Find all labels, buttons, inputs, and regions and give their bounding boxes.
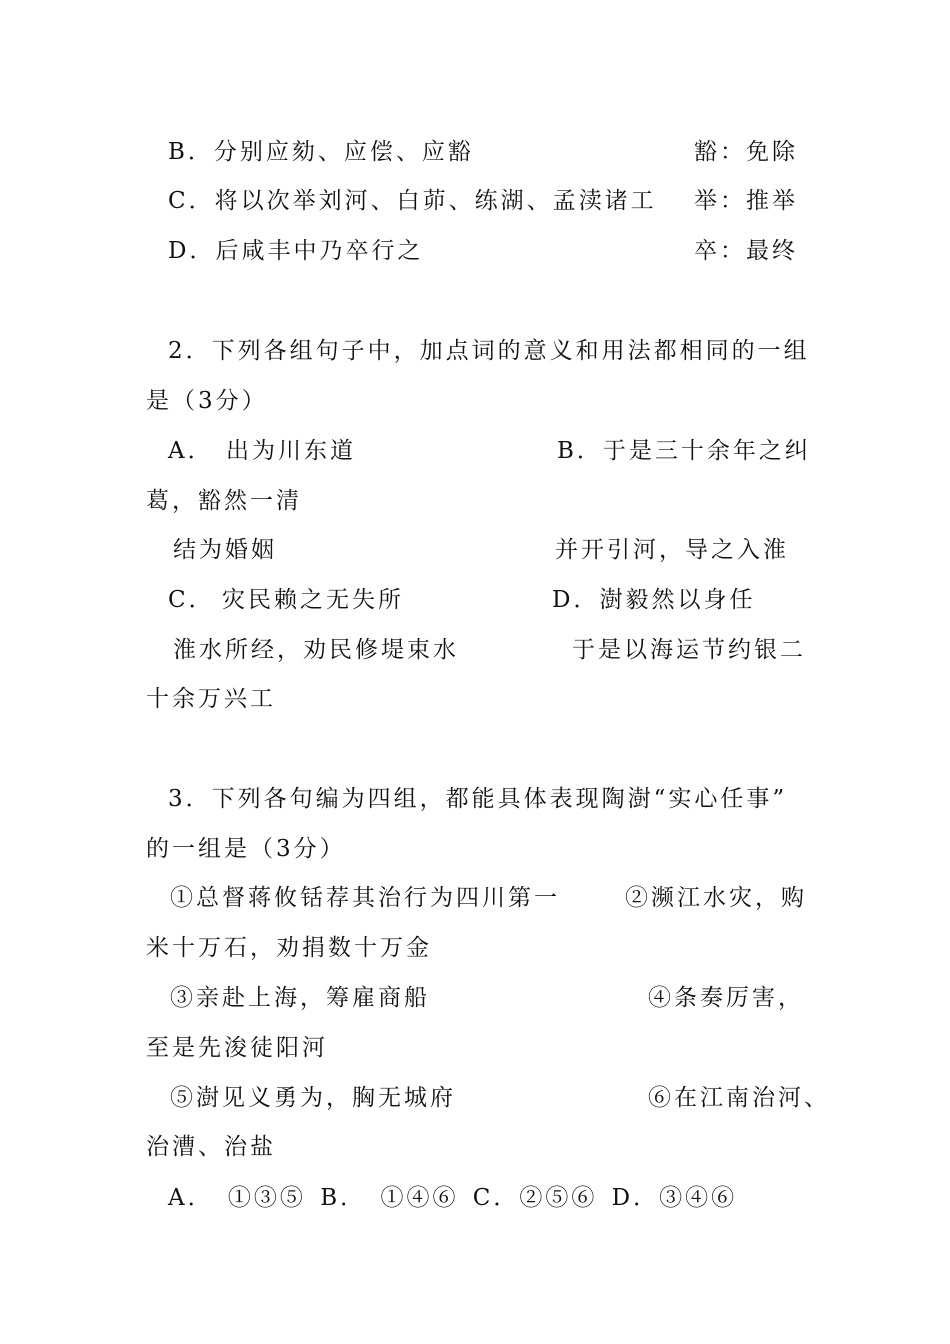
- q3-item-3: ③亲赴上海，筹雇商船: [170, 985, 430, 1011]
- q2-option-b-line1: B．于是三十余年之纠: [557, 438, 811, 464]
- q2-stem-line2: 是（3分）: [146, 388, 268, 414]
- q3-stem-line1: 3．下列各句编为四组，都能具体表现陶澍“实心任事”: [168, 786, 788, 812]
- q1-option-d-gloss: 卒：最终: [694, 238, 798, 264]
- q3-item-1: ①总督蒋攸铦荐其治行为四川第一: [170, 885, 560, 911]
- q3-item-2: ②濒江水灾，购: [625, 885, 807, 911]
- q3-answer-options: A． ①③⑤ B． ①④⑥ C．②⑤⑥ D．③④⑥: [168, 1185, 738, 1211]
- q2-stem-line1: 2．下列各组句子中，加点词的意义和用法都相同的一组: [168, 338, 810, 364]
- q2-option-d-line2: 于是以海运节约银二: [572, 637, 806, 663]
- q2-option-b-cont: 葛，豁然一清: [146, 488, 302, 514]
- q2-option-d-cont: 十余万兴工: [146, 686, 276, 712]
- q3-item-6-cont: 治漕、治盐: [146, 1134, 276, 1160]
- q3-stem-line2: 的一组是（3分）: [146, 836, 346, 862]
- q1-option-d: D．后咸丰中乃卒行之: [168, 238, 424, 264]
- q2-option-d-line1: D．澍毅然以身任: [552, 587, 756, 613]
- q3-item-5: ⑤澍见义勇为，胸无城府: [170, 1085, 456, 1111]
- q1-option-c: C．将以次举刘河、白茆、练湖、孟渎诸工: [168, 188, 657, 214]
- q2-option-c-line2: 淮水所经，劝民修堤束水: [173, 637, 459, 663]
- q2-option-c-label: C．: [168, 587, 215, 613]
- q2-option-a-line2: 结为婚姻: [173, 537, 277, 563]
- q3-item-4-cont: 至是先浚徒阳河: [146, 1035, 328, 1061]
- q1-option-c-gloss: 举：推举: [694, 188, 798, 214]
- q3-item-2-cont: 米十万石，劝捐数十万金: [146, 935, 432, 961]
- q2-option-a-line1: 出为川东道: [226, 438, 356, 464]
- q3-item-6: ⑥在江南治河、: [648, 1085, 830, 1111]
- q2-option-c-line1: 灾民赖之无失所: [222, 587, 404, 613]
- q1-option-b: B．分别应劾、应偿、应豁: [168, 139, 474, 165]
- q2-option-b-line2: 并开引河，导之入淮: [555, 537, 789, 563]
- q3-item-4: ④条奏厉害，: [648, 985, 804, 1011]
- q2-option-a-label: A．: [168, 438, 214, 464]
- q1-option-b-gloss: 豁：免除: [694, 139, 798, 165]
